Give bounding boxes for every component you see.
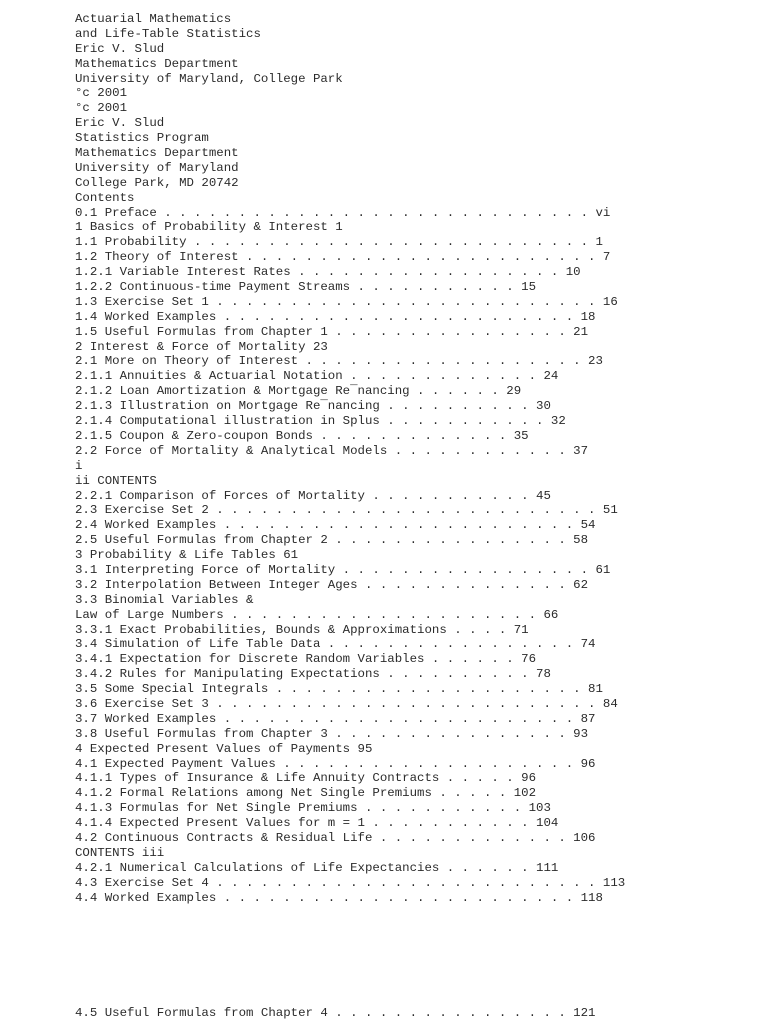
text-line: °c 2001 [75, 86, 128, 101]
toc-entry: 0.1 Preface . . . . . . . . . . . . . . . . . . . . . . . . . . . . . vi [75, 205, 611, 220]
toc-chapter: 2 Interest & Force of Mortality 23 [75, 339, 328, 354]
toc-entry: 1.2.1 Variable Interest Rates . . . . . . . . . . . . . . . . . . 10 [75, 265, 581, 280]
text-line: Eric V. Slud [75, 41, 165, 56]
toc-chapter: 3 Probability & Life Tables 61 [75, 548, 299, 563]
toc-entry: 2.3 Exercise Set 2 . . . . . . . . . . . . . . . . . . . . . . . . . . 51 [75, 503, 618, 518]
text-line: °c 2001 [75, 101, 128, 116]
text-line: Mathematics Department [75, 146, 239, 161]
toc-entry: 1.3 Exercise Set 1 . . . . . . . . . . . . . . . . . . . . . . . . . . 16 [75, 294, 618, 309]
toc-entry: 4.3 Exercise Set 4 . . . . . . . . . . . . . . . . . . . . . . . . . . 113 [75, 875, 626, 890]
running-header: ii CONTENTS [75, 473, 157, 488]
document-page [75, 12, 755, 905]
toc-entry: 3.8 Useful Formulas from Chapter 3 . . . . . . . . . . . . . . . . 93 [75, 726, 589, 741]
toc-entry: 3.1 Interpreting Force of Mortality . . . . . . . . . . . . . . . . . 61 [75, 562, 611, 577]
text-line: University of Maryland, College Park [75, 71, 343, 86]
toc-entry: 2.1.4 Computational illustration in Splus . . . . . . . . . . . 32 [75, 414, 566, 429]
toc-entry: 3.3.1 Exact Probabilities, Bounds & Approximations . . . . 71 [75, 622, 529, 637]
toc-entry: 4.1.3 Formulas for Net Single Premiums . . . . . . . . . . . 103 [75, 801, 551, 816]
text-line: Mathematics Department [75, 56, 239, 71]
toc-entry: 2.2 Force of Mortality & Analytical Models . . . . . . . . . . . . 37 [75, 443, 589, 458]
toc-entry: 4.1 Expected Payment Values . . . . . . . . . . . . . . . . . . . . 96 [75, 756, 596, 771]
toc-entry: 3.2 Interpolation Between Integer Ages . . . . . . . . . . . . . . 62 [75, 577, 589, 592]
toc-entry: 2.5 Useful Formulas from Chapter 2 . . . . . . . . . . . . . . . . 58 [75, 533, 589, 548]
toc-entry: 2.1.2 Loan Amortization & Mortgage Re¯nancing . . . . . . 29 [75, 384, 522, 399]
toc-entry: 4.1.2 Formal Relations among Net Single Premiums . . . . . 102 [75, 786, 537, 801]
toc-entry: 1.4 Worked Examples . . . . . . . . . . . . . . . . . . . . . . . . 18 [75, 309, 596, 324]
toc-entry: 2.2.1 Comparison of Forces of Mortality . . . . . . . . . . . 45 [75, 488, 551, 503]
toc-entry-footer: 4.5 Useful Formulas from Chapter 4 . . . . . . . . . . . . . . . . 121 [75, 1006, 596, 1020]
running-header: CONTENTS iii [75, 845, 165, 860]
toc-entry: 2.4 Worked Examples . . . . . . . . . . . . . . . . . . . . . . . . 54 [75, 518, 596, 533]
toc-entry: 3.4.1 Expectation for Discrete Random Variables . . . . . . 76 [75, 652, 537, 667]
toc-entry: 2.1.1 Annuities & Actuarial Notation . . . . . . . . . . . . . 24 [75, 369, 559, 384]
toc-entry: 3.5 Some Special Integrals . . . . . . . . . . . . . . . . . . . . . 81 [75, 682, 603, 697]
toc-entry: 3.7 Worked Examples . . . . . . . . . . . . . . . . . . . . . . . . 87 [75, 711, 596, 726]
text-line: Eric V. Slud [75, 116, 165, 131]
toc-entry: 1.2 Theory of Interest . . . . . . . . . . . . . . . . . . . . . . . . 7 [75, 250, 611, 265]
toc-entry: 3.3 Binomial Variables & [75, 592, 254, 607]
toc-entry: 2.1.5 Coupon & Zero-coupon Bonds . . . . . . . . . . . . . 35 [75, 428, 529, 443]
toc-entry: 4.2 Continuous Contracts & Residual Life . . . . . . . . . . . . . 106 [75, 830, 596, 845]
toc-entry: 4.1.4 Expected Present Values for m = 1 . . . . . . . . . . . 104 [75, 816, 559, 831]
toc-entry: Law of Large Numbers . . . . . . . . . . . . . . . . . . . . . 66 [75, 607, 559, 622]
text-line: Statistics Program [75, 131, 209, 146]
page-number: i [75, 458, 83, 473]
toc-entry: 3.6 Exercise Set 3 . . . . . . . . . . . . . . . . . . . . . . . . . . 84 [75, 696, 618, 711]
toc-entry: 1.5 Useful Formulas from Chapter 1 . . . . . . . . . . . . . . . . 21 [75, 324, 589, 339]
toc-entry: 4.4 Worked Examples . . . . . . . . . . . . . . . . . . . . . . . . 118 [75, 890, 603, 905]
text-line: College Park, MD 20742 [75, 175, 239, 190]
text-line: University of Maryland [75, 160, 239, 175]
toc-entry: 1.2.2 Continuous-time Payment Streams . . . . . . . . . . . 15 [75, 280, 537, 295]
toc-entry: 2.1.3 Illustration on Mortgage Re¯nancing . . . . . . . . . . 30 [75, 399, 551, 414]
toc-entry: 4.2.1 Numerical Calculations of Life Expectancies . . . . . . 111 [75, 860, 559, 875]
toc-chapter: 1 Basics of Probability & Interest 1 [75, 220, 343, 235]
toc-entry: 4.1.1 Types of Insurance & Life Annuity Contracts . . . . . 96 [75, 771, 537, 786]
toc-entry: 2.1 More on Theory of Interest . . . . . . . . . . . . . . . . . . . 23 [75, 354, 603, 369]
contents-heading: Contents [75, 190, 135, 205]
toc-entry: 1.1 Probability . . . . . . . . . . . . . . . . . . . . . . . . . . . 1 [75, 235, 603, 250]
toc-entry: 3.4.2 Rules for Manipulating Expectations . . . . . . . . . . 78 [75, 667, 551, 682]
toc-entry: 3.4 Simulation of Life Table Data . . . . . . . . . . . . . . . . . 74 [75, 637, 596, 652]
text-line: Actuarial Mathematics [75, 12, 232, 26]
text-line: and Life-Table Statistics [75, 26, 261, 41]
toc-chapter: 4 Expected Present Values of Payments 95 [75, 741, 373, 756]
